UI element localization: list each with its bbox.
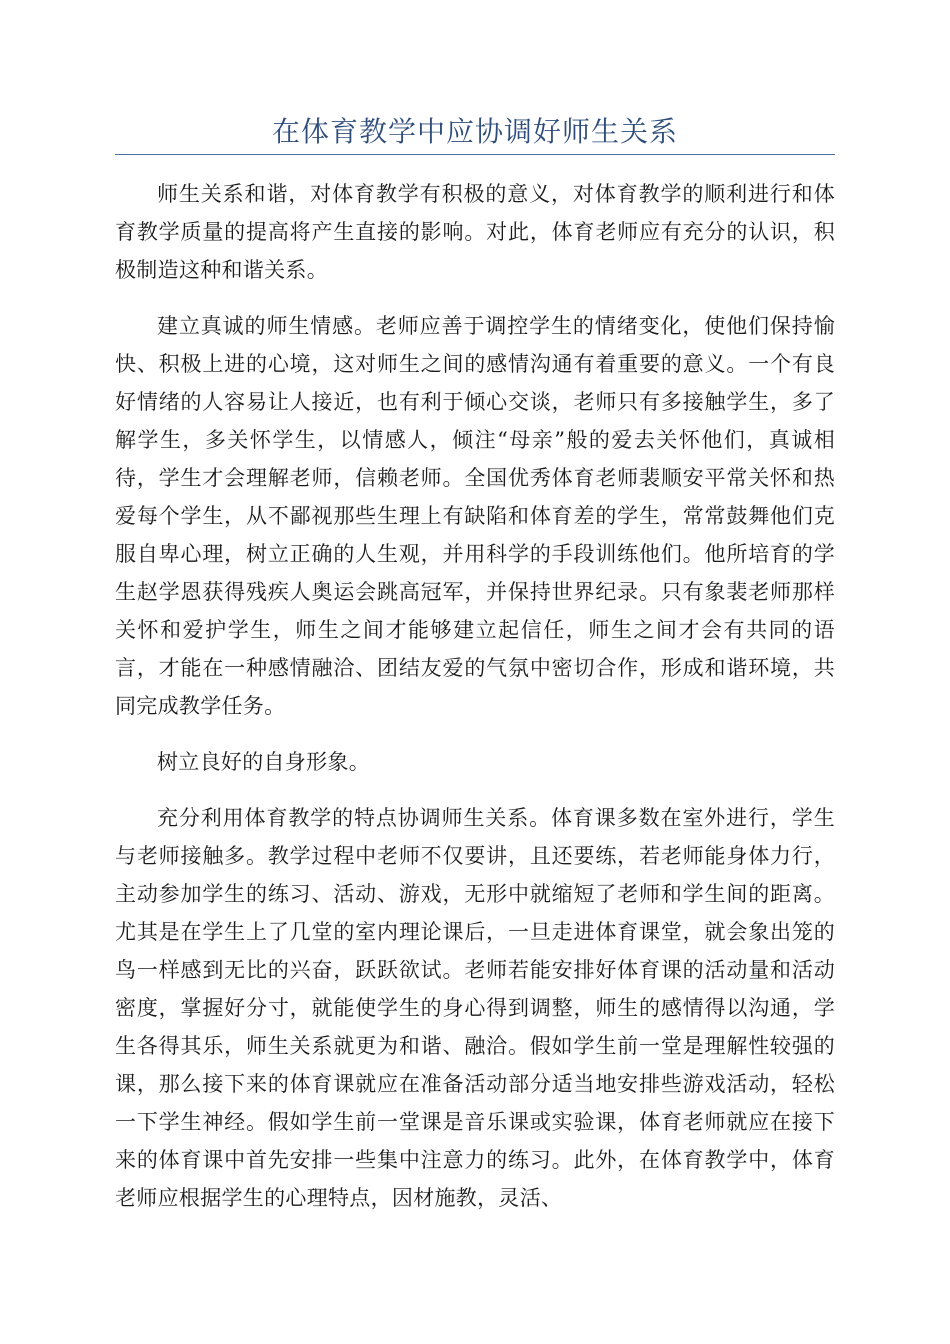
paragraph-intro: 师生关系和谐，对体育教学有积极的意义，对体育教学的顺利进行和体育教学质量的提高将产生直接的影响。对此，体育老师应有充分的认识，积极制造这种和谐关系。	[115, 182, 835, 282]
title-underline	[115, 154, 835, 155]
paragraph-self-image: 树立良好的自身形象。	[157, 750, 370, 774]
paragraph-teaching-features: 充分利用体育教学的特点协调师生关系。体育课多数在室外进行，学生与老师接触多。教学过程中老师不仅要讲，且还要练，若老师能身体力行，主动参加学生的练习、活动、游戏，无形中就缩短了老师和学生间的距离。尤其是在学生上了几堂的室内理论课后，一旦走进体育课堂，就会象出笼的鸟一样感到无比的兴奋，跃跃欲试。老师若能安排好体育课的活动量和活动密度，掌握好分寸，就能使学生的身心得到调整，师生的感情得以沟通，学生各得其乐，师生关系就更为和谐、融洽。假如学生前一堂是理解性较强的课，那么接下来的体育课就应在准备活动部分适当地安排些游戏活动，轻松一下学生神经。假如学生前一堂课是音乐课或实验课，体育老师就应在接下来的体育课中首先安排一些集中注意力的练习。此外，在体育教学中，体育老师应根据学生的心理特点，因材施教，灵活、	[115, 806, 835, 1210]
paragraph-emotion: 建立真诚的师生情感。老师应善于调控学生的情绪变化，使他们保持愉快、积极上进的心境，这对师生之间的感情沟通有着重要的意义。一个有良好情绪的人容易让人接近，也有利于倾心交谈，老师只有多接触学生，多了解学生，多关怀学生，以情感人，倾注“母亲”般的爱去关怀他们，真诚相待，学生才会理解老师，信赖老师。全国优秀体育老师裴顺安平常关怀和热爱每个学生，从不鄙视那些生理上有缺陷和体育差的学生，常常鼓舞他们克服自卑心理，树立正确的人生观，并用科学的手段训练他们。他所培育的学生赵学恩获得残疾人奥运会跳高冠军，并保持世界纪录。只有象裴老师那样关怀和爱护学生，师生之间才能够建立起信任，师生之间才会有共同的语言，才能在一种感情融洽、团结友爱的气氛中密切合作，形成和谐环境，共同完成教学任务。	[115, 314, 835, 718]
document-body	[115, 175, 835, 1235]
document-title: 在体育教学中应协调好师生关系	[271, 115, 678, 148]
